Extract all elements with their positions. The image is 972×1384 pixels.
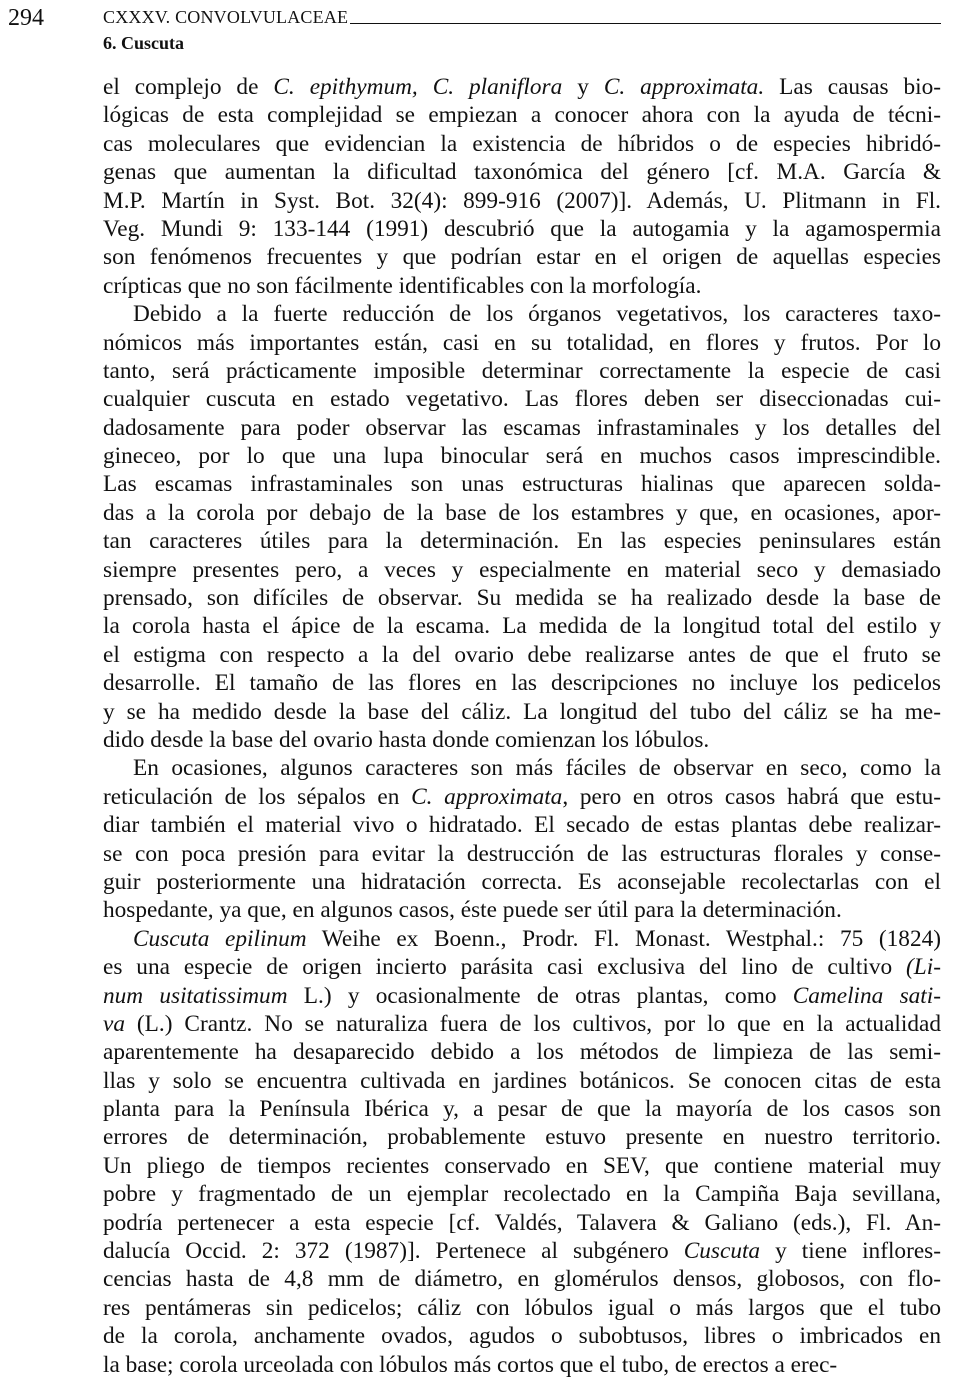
text-line — [103, 925, 941, 953]
text-line — [103, 243, 941, 271]
text-line — [103, 584, 941, 612]
text-line — [103, 158, 941, 186]
text-line — [103, 1265, 941, 1293]
text-line — [103, 442, 941, 470]
paragraph — [103, 73, 941, 300]
text-line — [103, 811, 941, 839]
paragraph — [103, 754, 941, 924]
text-run: Las escamas infrastaminales son unas estructuras hialinas que aparecen solda- — [103, 471, 941, 498]
italic-text: va — [103, 1010, 125, 1037]
italic-text: Cuscuta epilinum — [133, 925, 307, 952]
italic-text: C. epithymum, C. planiflora — [273, 74, 563, 100]
text-run: nómicos más importantes están, casi en su totalidad, en flores y frutos. Por lo — [103, 329, 941, 356]
text-line — [103, 300, 941, 328]
text-line — [103, 698, 941, 726]
text-line — [103, 1095, 941, 1123]
italic-text: C. approximata — [411, 783, 563, 810]
text-run: das a la corola por debajo de la base de los estambres y que, en ocasiones, apor- — [103, 499, 941, 526]
text-line — [103, 357, 941, 385]
text-run: Un pliego de tiempos recientes conservado en SEV, que contiene material muy — [103, 1152, 941, 1179]
text-run: Veg. Mundi 9: 133-144 (1991) descubrió que la autogamia y la agamospermia — [103, 215, 941, 242]
text-line — [103, 1180, 941, 1208]
text-run: Weihe ex Boenn., Prodr. Fl. Monast. Westphal.: 75 (1824) — [306, 925, 941, 952]
text-run: crípticas que no son fácilmente identificables con la morfología. — [103, 272, 702, 299]
text-line — [103, 1067, 941, 1095]
text-line — [103, 1010, 941, 1038]
running-head — [103, 6, 941, 28]
text-run: dido desde la base del ovario hasta donde comienzan los lóbulos. — [103, 726, 710, 753]
text-line — [103, 101, 941, 129]
text-run: gineceo, por lo que una lupa binocular será en muchos casos imprescindible. — [103, 443, 941, 470]
text-line — [103, 1123, 941, 1151]
italic-text: num usitatissimum — [103, 982, 288, 1009]
text-line — [103, 783, 941, 811]
text-line — [103, 1322, 941, 1350]
text-line — [103, 840, 941, 868]
text-run: Debido a la fuerte reducción de los órganos vegetativos, los caracteres taxo- — [133, 301, 941, 328]
text-run: y se ha medido desde la base del cáliz. La longitud del tubo del cáliz se ha me- — [103, 698, 941, 725]
italic-text: Camelina sati- — [792, 982, 941, 1009]
text-run: prensado, son difíciles de observar. Su medida se ha realizado desde la base de — [103, 585, 941, 612]
text-run: desarrolle. El tamaño de las flores en las descripciones no incluye los pedicelos — [103, 670, 941, 697]
body-text — [103, 73, 941, 1379]
text-line — [103, 527, 941, 555]
italic-text: (Li- — [906, 954, 941, 981]
text-run: cualquier cuscuta en estado vegetativo. Las flores deben ser diseccionadas cui- — [103, 386, 941, 413]
text-line — [103, 1351, 941, 1379]
text-run: planta para la Península Ibérica y, a pesar de que la mayoría de los casos son — [103, 1096, 941, 1123]
text-run: dalucía Occid. 2: 372 (1987)]. Pertenece al subgénero — [103, 1238, 684, 1265]
text-line — [103, 726, 941, 754]
text-run: y tiene inflores- — [760, 1238, 941, 1265]
paragraph — [103, 925, 941, 1379]
text-line — [103, 556, 941, 584]
text-run: el estigma con respecto a la del ovario debe realizarse antes de que el fruto se — [103, 641, 941, 668]
text-run: tanto, será prácticamente imposible determinar correctamente la especie de casi — [103, 357, 941, 384]
text-run: cas moleculares que evidencian la existencia de híbridos o de especies hibridó- — [103, 130, 941, 157]
italic-text: Cuscuta — [683, 1238, 761, 1265]
text-run: pobre y fragmentado de un ejemplar recolectado en la Campiña Baja sevillana, — [103, 1181, 941, 1208]
text-run: de la corola, anchamente ovados, agudos o subobtusos, libres o imbricados en — [103, 1323, 941, 1350]
text-run: , pero en otros casos habrá que estu- — [562, 783, 941, 810]
text-line — [103, 385, 941, 413]
text-line — [103, 187, 941, 215]
page-number: 294 — [8, 5, 44, 31]
text-line — [103, 754, 941, 782]
text-run: la corola hasta el ápice de la escama. La medida de la longitud total del estilo y — [103, 613, 941, 640]
text-line — [103, 1209, 941, 1237]
text-run: la base; corola urceolada con lóbulos más cortos que el tubo, de erectos a erec- — [103, 1351, 838, 1378]
text-line — [103, 982, 941, 1010]
text-run: genas que aumentan la dificultad taxonómica del género [cf. M.A. García & — [103, 159, 941, 186]
text-run: son fenómenos frecuentes y que podrían estar en el origen de aquellas especies — [103, 244, 941, 271]
text-line — [103, 953, 941, 981]
text-run: En ocasiones, algunos caracteres son más fáciles de observar en seco, como la — [133, 755, 941, 782]
paragraph — [103, 300, 941, 754]
text-line — [103, 868, 941, 896]
text-line — [103, 215, 941, 243]
text-run: llas y solo se encuentra cultivada en jardines botánicos. Se conocen citas de esta — [103, 1067, 941, 1094]
text-run: tan caracteres útiles para la determinación. En las especies peninsulares están — [103, 528, 941, 555]
text-run: cencias hasta de 4,8 mm de diámetro, en glomérulos densos, globosos, con flo- — [103, 1266, 941, 1293]
text-run: L.) y ocasionalmente de otras plantas, como — [287, 982, 793, 1009]
text-line — [103, 669, 941, 697]
text-line — [103, 499, 941, 527]
text-run: podría pertenecer a esta especie [cf. Valdés, Talavera & Galiano (eds.), Fl. An- — [103, 1209, 941, 1236]
text-run: siempre presentes pero, a veces y especialmente en material seco y demasiado — [103, 556, 941, 583]
text-run: se con poca presión para evitar la destrucción de las estructuras florales y conse- — [103, 840, 941, 867]
text-run: errores de determinación, probablemente estuvo presente en nuestro territorio. — [103, 1124, 941, 1151]
text-run: aparentemente ha desaparecido debido a los métodos de limpieza de las semi- — [103, 1039, 941, 1066]
text-line — [103, 130, 941, 158]
text-run: el complejo de — [103, 74, 274, 100]
italic-text: C. approximata. — [603, 74, 765, 100]
text-run: guir posteriormente una hidratación correcta. Es aconsejable recolectarlas con el — [103, 868, 941, 895]
text-line — [103, 1038, 941, 1066]
text-line — [103, 73, 941, 101]
text-run: reticulación de los sépalos en — [103, 783, 412, 810]
text-line — [103, 329, 941, 357]
header-rule — [350, 23, 941, 24]
text-run: M.P. Martín in Syst. Bot. 32(4): 899-916 (2007)]. Además, U. Plitmann in Fl. — [103, 187, 941, 214]
text-run: y — [562, 74, 604, 100]
text-line — [103, 272, 941, 300]
text-line — [103, 612, 941, 640]
text-line — [103, 414, 941, 442]
text-line — [103, 896, 941, 924]
text-run: diar también el material vivo o hidratado. El secado de estas plantas debe realizar- — [103, 812, 941, 839]
text-run: res pentámeras sin pedicelos; cáliz con lóbulos igual o más largos que el tubo — [103, 1294, 941, 1321]
text-run: hospedante, ya que, en algunos casos, éste puede ser útil para la determinación. — [103, 897, 842, 924]
text-run: Las causas bio- — [764, 74, 942, 100]
text-line — [103, 470, 941, 498]
text-line — [103, 641, 941, 669]
text-run: es una especie de origen incierto parásita casi exclusiva del lino de cultivo — [103, 954, 907, 981]
text-line — [103, 1294, 941, 1322]
family-title: CXXXV. CONVOLVULACEAE — [103, 7, 349, 27]
text-line — [103, 1237, 941, 1265]
text-run: (L.) Crantz. No se naturaliza fuera de los cultivos, por lo que en la actualidad — [125, 1010, 941, 1037]
genus-subtitle: 6. Cuscuta — [103, 33, 185, 53]
text-run: dadosamente para poder observar las escamas infrastaminales y los detalles del — [103, 414, 941, 441]
text-run: lógicas de esta complejidad se empiezan a conocer ahora con la ayuda de técni- — [103, 102, 941, 129]
text-line — [103, 1152, 941, 1180]
